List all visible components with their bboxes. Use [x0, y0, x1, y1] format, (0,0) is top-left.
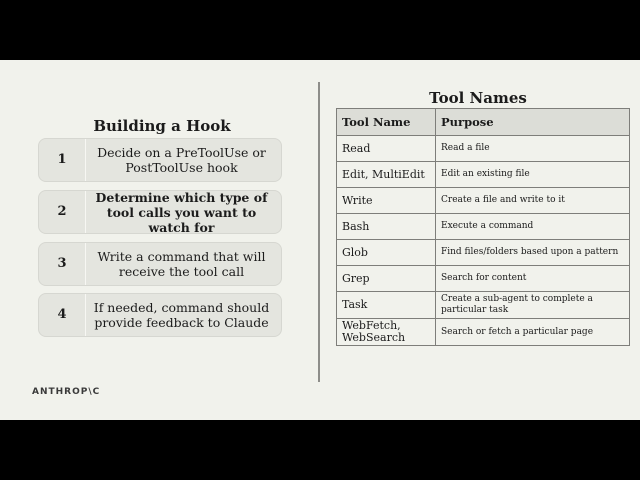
step-text: Decide on a PreToolUse or PostToolUse hook	[97, 145, 266, 175]
tool-name-cell: Read	[337, 136, 436, 162]
step-card-4	[38, 293, 282, 337]
purpose-cell: Execute a command	[436, 214, 630, 240]
purpose-cell: Search for content	[436, 266, 630, 292]
tool-name-cell: WebFetch, WebSearch	[337, 319, 436, 346]
step-text: If needed, command should provide feedback to Claude	[93, 300, 270, 330]
purpose-cell: Create a sub-agent to complete a particular task	[436, 292, 630, 319]
table-row	[337, 136, 630, 162]
table-row	[337, 162, 630, 188]
purpose-cell: Search or fetch a particular page	[436, 319, 630, 346]
purpose-cell: Read a file	[436, 136, 630, 162]
tool-name-cell: Edit, MultiEdit	[337, 162, 436, 188]
step-card-2	[38, 190, 282, 234]
table-row	[337, 319, 630, 346]
tool-name-cell: Write	[337, 188, 436, 214]
column-divider	[318, 82, 320, 382]
purpose-cell: Create a file and write to it	[436, 188, 630, 214]
tool-names-table	[336, 108, 630, 346]
table-row	[337, 188, 630, 214]
step-number: 2	[39, 191, 86, 233]
anthropic-logo: ANTHROP\C	[32, 387, 101, 397]
step-card-1	[38, 138, 282, 182]
step-text: Write a command that will receive the tool call	[97, 249, 266, 279]
column-header-purpose: Purpose	[436, 109, 630, 136]
tool-name-cell: Task	[337, 292, 436, 319]
tool-name-cell: Bash	[337, 214, 436, 240]
purpose-cell: Edit an existing file	[436, 162, 630, 188]
table-row	[337, 240, 630, 266]
table-row	[337, 266, 630, 292]
table-row	[337, 292, 630, 319]
tool-names-title: Tool Names	[429, 89, 527, 107]
column-header-tool-name: Tool Name	[337, 109, 436, 136]
tool-name-cell: Grep	[337, 266, 436, 292]
slide	[0, 60, 640, 420]
tool-name-cell: Glob	[337, 240, 436, 266]
purpose-cell: Find files/folders based upon a pattern	[436, 240, 630, 266]
step-number: 3	[39, 243, 86, 285]
step-text: Determine which type of tool calls you want to watch for	[95, 189, 268, 235]
table-header-row	[337, 109, 630, 136]
building-hook-title: Building a Hook	[93, 117, 231, 135]
step-number: 1	[39, 139, 86, 181]
step-card-3	[38, 242, 282, 286]
table-row	[337, 214, 630, 240]
step-number: 4	[39, 294, 86, 336]
